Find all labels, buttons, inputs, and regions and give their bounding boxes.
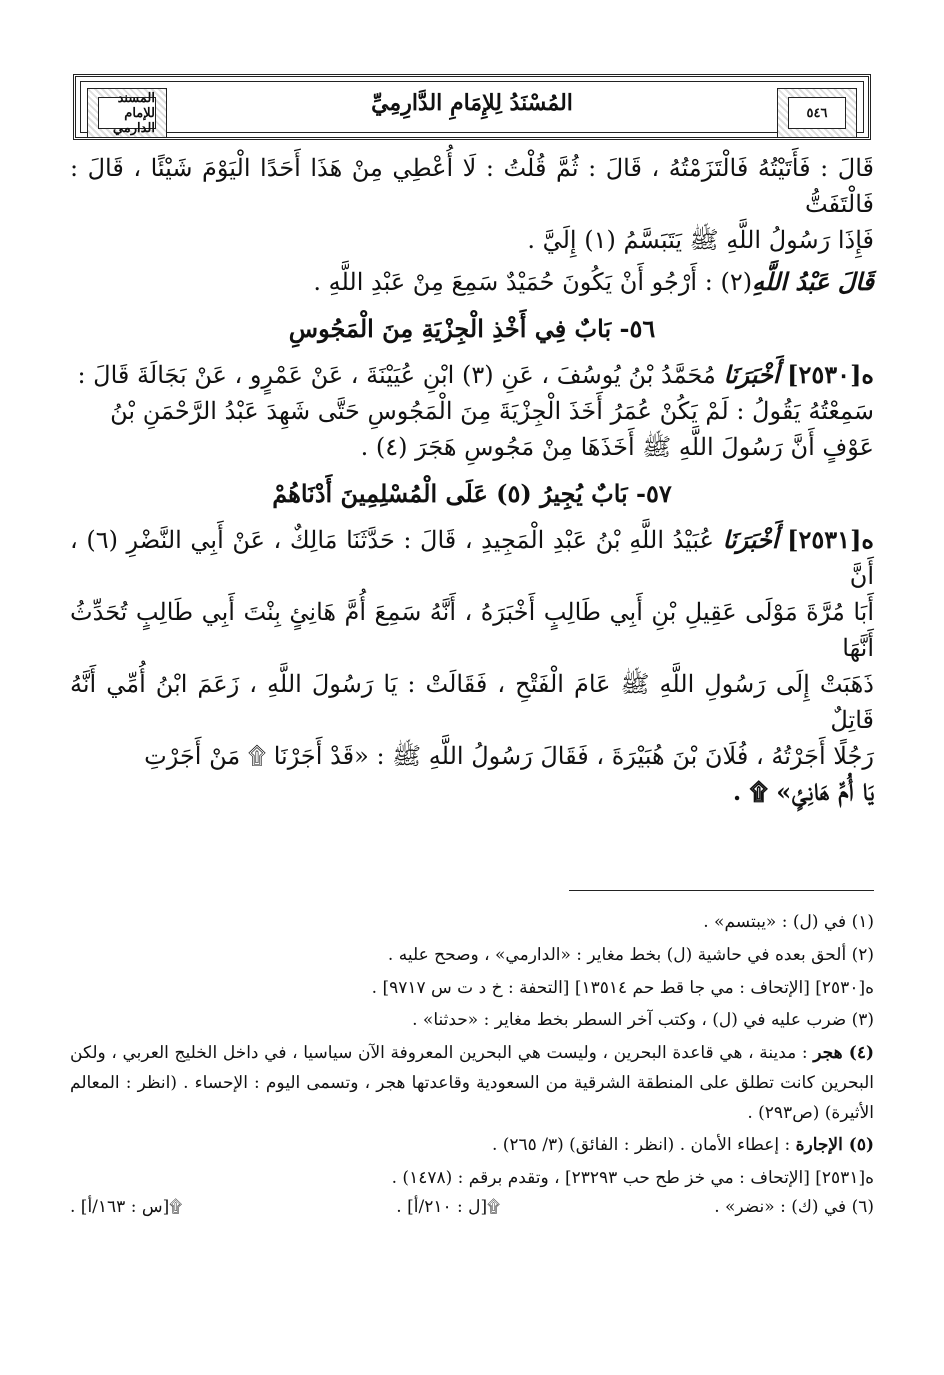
footnote: (٢) ألحق بعده في حاشية (ل) بخط مغاير : «الدارمي» ، وصحح عليه . — [387, 944, 874, 965]
akhbarana: أَخْبَرَنَا — [722, 525, 779, 554]
footnote-term: (٥) الإجارة — [795, 1135, 874, 1156]
text-line: قَالَ : فَأَتَيْتُهُ فَالْتَزَمْتُهُ ، قَالَ : ثُمَّ قُلْتُ : لَا أُعْطِي مِنْ هَذَا أَحَدًا الْيَوْمَ شَيْئًا ، قَالَ : فَالْتَفَتُّ — [70, 154, 874, 218]
footnote-text: : إعطاء الأمان . (انظر : الفائق) (٣/ ٢٦٥) . — [491, 1135, 791, 1156]
text-line: ذَهَبَتْ إِلَى رَسُولِ اللَّهِ ﷺ عَامَ الْفَتْحِ ، فَقَالَتْ : يَا رَسُولَ اللَّهِ ، زَعَمَ ابْنُ أُمِّي أَنَّهُ قَاتِلٌ — [70, 670, 874, 734]
ornament-left — [87, 88, 167, 138]
akhbarana: أَخْبَرَنَا — [723, 360, 780, 389]
footnote: ه[٢٥٣٠] [الإتحاف : مي جا قط حم ١٣٥١٤] [التحفة : خ د ت س ٩٧١٧] . — [371, 977, 874, 998]
text-line: رَجُلًا أَجَرْتُهُ ، فُلَانَ بْنَ هُبَيْرَةَ ، فَقَالَ رَسُولُ اللَّهِ ﷺ : «قَدْ أَجَرْنَا ۩ مَنْ أَجَرْتِ — [144, 742, 874, 770]
footnotes — [70, 908, 874, 1217]
footnote: (٣) ضرب عليه في (ل) ، وكتب آخر السطر بخط مغاير : «حدثنا» . — [412, 1010, 874, 1031]
footnote-term: (٤) هجر — [813, 1043, 874, 1063]
hadith-number: ه[٢٥٣٠] — [787, 360, 874, 389]
footnote-text: : مدينة ، هي قاعدة البحرين ، وليست هي البحرين المعروفة الآن سياسيا ، في داخل الخليج العربي ، ولكن البحرين كانت تطلق على المنطقة الشرقية من السعودية وقاعدتها هجر ، وتسمى اليوم : الإحساء . (انظر : المعالم الأثيرة) (ص٢٩٣) . — [70, 1043, 874, 1123]
hadith-text: مُحَمَّدُ بْنُ يُوسُفَ ، عَنِ (٣) ابْنِ عُيَيْنَةَ ، عَنْ عَمْرٍو ، عَنْ بَجَالَةَ قَالَ : — [77, 361, 716, 389]
footnote: (٦) في (ك) : «نضر» . — [714, 1196, 874, 1217]
text-line: سَمِعْتُهُ يَقُولُ : لَمْ يَكُنْ عُمَرُ أَخَذَ الْجِزْيَةَ مِنَ الْمَجُوسِ حَتَّى شَهِدَ عَبْدُ الرَّحْمَنِ بْنُ — [110, 397, 874, 425]
text-line: عَوْفٍ أَنَّ رَسُولَ اللَّهِ ﷺ أَخَذَهَا مِنْ مَجُوسِ هَجَرَ (٤) . — [360, 433, 874, 461]
ornament-logo: المسند للإمام الدارمي — [98, 97, 156, 129]
footnote-ref: (٢) — [720, 268, 753, 296]
footnote-last-line — [70, 1197, 874, 1217]
chapter-heading-56: ٥٦- بَابٌ فِي أَخْذِ الْجِزْيَةِ مِنَ الْمَجُوسِ — [288, 314, 656, 343]
text-line: فَإِذَا رَسُولُ اللَّهِ ﷺ يَتَبَسَّمُ (١) إِلَيَّ . — [527, 226, 874, 254]
running-title: المُسْنَدُ لِلإِمَامِ الدَّارِمِيِّ — [371, 90, 573, 116]
qala-text: : أَرْجُو أَنْ يَكُونَ حُمَيْدٌ سَمِعَ مِنْ عَبْدِ اللَّهِ . — [313, 268, 713, 296]
main-text — [70, 150, 874, 810]
narrator-label: قَالَ عَبْدُ اللَّهِ — [752, 267, 874, 296]
page-header — [73, 74, 871, 140]
hadith-2530-line1 — [70, 357, 874, 393]
chapter-heading-57: ٥٧- بَابٌ يُجِيرُ (٥) عَلَى الْمُسْلِمِينَ أَدْنَاهُمْ — [272, 479, 672, 508]
hadith-2531-line1 — [70, 522, 874, 594]
footnote-divider — [569, 890, 874, 891]
ornament-right — [777, 88, 857, 138]
page-number: ٥٤٦ — [788, 97, 846, 129]
text-line: أَبَا مُرَّةَ مَوْلَى عَقِيلِ بْنِ أَبِي طَالِبٍ أَخْبَرَهُ ، أَنَّهُ سَمِعَ أُمَّ هَانِئٍ بِنْتَ أَبِي طَالِبٍ تُحَدِّثُ أَنَّهَا — [70, 598, 874, 662]
footnote — [70, 1131, 874, 1161]
footnote: ه[٢٥٣١] [الإتحاف : مي خز طح حب ٢٣٢٩٣] ، وتقدم برقم : (١٤٧٨) . — [391, 1168, 874, 1188]
footnote — [70, 1039, 874, 1128]
header-frame — [80, 81, 864, 136]
hadith-text: عُبَيْدُ اللَّهِ بْنُ عَبْدِ الْمَجِيدِ ، قَالَ : حَدَّثَنَا مَالِكٌ ، عَنْ أَبِي النَّضْرِ (٦) ، أَنَّ — [70, 526, 874, 590]
qala-line — [70, 264, 874, 300]
hadith-number: ه[٢٥٣١] — [787, 525, 874, 554]
page-ref: ۩[ل : ٢١٠/أ] . — [396, 1196, 501, 1217]
page-ref: ۩[س : ١٦٣/أ] . — [70, 1196, 183, 1217]
text-line: يَا أُمَّ هَانِئٍ» ۩ . — [732, 777, 874, 806]
footnote: (١) في (ل) : «يبتسم» . — [703, 912, 874, 932]
